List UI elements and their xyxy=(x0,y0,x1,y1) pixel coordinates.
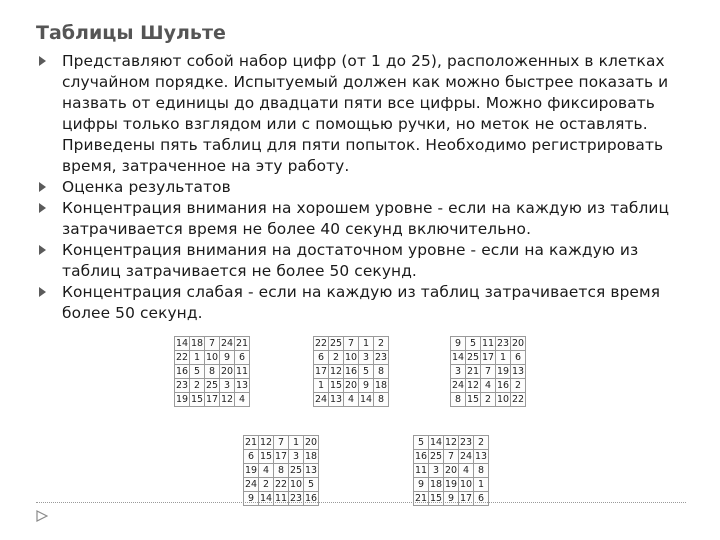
table-cell: 8 xyxy=(274,464,289,478)
table-cell: 15 xyxy=(466,394,480,405)
table-row xyxy=(314,351,389,365)
table-cell: 4 xyxy=(235,393,250,407)
table-cell: 14 xyxy=(429,437,443,448)
table-row xyxy=(244,492,319,506)
table-cell: 5 xyxy=(359,365,374,379)
table-cell: 9 xyxy=(414,478,429,492)
table-row xyxy=(314,337,389,351)
table-cell: 22 xyxy=(314,338,328,349)
table-row xyxy=(314,393,389,407)
table-cell: 6 xyxy=(474,492,489,506)
table-cell: 11 xyxy=(274,493,288,504)
table-cell: 23 xyxy=(175,380,189,391)
table-cell: 5 xyxy=(466,337,481,351)
table-cell: 24 xyxy=(314,394,328,405)
table-cell: 6 xyxy=(511,351,526,365)
table-row xyxy=(244,436,319,450)
bullet-arrow-icon xyxy=(39,287,46,297)
table-cell: 23 xyxy=(496,338,510,349)
table-cell: 14 xyxy=(451,352,465,363)
bullet-item xyxy=(36,177,696,198)
table-cell: 8 xyxy=(451,393,466,407)
bullet-text: Концентрация слабая - если на каждую из таблиц затрачивается время более 50 секунд. xyxy=(62,283,661,322)
table-cell: 24 xyxy=(451,380,465,391)
bullet-item xyxy=(36,240,696,282)
table-cell: 17 xyxy=(481,352,495,363)
bullet-arrow-icon xyxy=(39,182,46,192)
table-cell: 13 xyxy=(511,366,525,377)
table-cell: 4 xyxy=(259,464,274,478)
table-cell: 16 xyxy=(496,380,510,391)
table-cell: 24 xyxy=(220,338,234,349)
table-cell: 19 xyxy=(496,366,510,377)
table-cell: 2 xyxy=(481,393,496,407)
table-cell: 17 xyxy=(459,493,473,504)
slide-corner-icon xyxy=(36,510,48,522)
table-cell: 10 xyxy=(496,394,510,405)
table-cell: 2 xyxy=(329,351,344,365)
table-cell: 10 xyxy=(205,352,219,363)
table-row xyxy=(244,464,319,478)
table-cell: 9 xyxy=(220,351,235,365)
table-cell: 20 xyxy=(220,366,234,377)
table-cell: 15 xyxy=(190,394,204,405)
table-cell: 7 xyxy=(481,365,496,379)
table-row xyxy=(451,351,526,365)
table-cell: 5 xyxy=(190,365,205,379)
bullet-text: Оценка результатов xyxy=(62,178,231,196)
table-cell: 7 xyxy=(344,337,359,351)
table-cell: 16 xyxy=(175,366,189,377)
table-cell: 22 xyxy=(175,352,189,363)
table-row xyxy=(451,393,526,407)
table-cell: 6 xyxy=(244,450,259,464)
table-cell: 25 xyxy=(429,451,443,462)
table-cell: 16 xyxy=(414,451,428,462)
schulte-table-5 xyxy=(413,435,489,506)
table-cell: 12 xyxy=(444,437,458,448)
table-row xyxy=(451,365,526,379)
table-cell: 14 xyxy=(359,394,373,405)
table-cell: 13 xyxy=(304,465,318,476)
table-cell: 5 xyxy=(414,436,429,450)
table-cell: 4 xyxy=(481,379,496,393)
schulte-table-3 xyxy=(450,336,526,407)
table-cell: 20 xyxy=(344,380,358,391)
table-row xyxy=(175,393,250,407)
table-cell: 2 xyxy=(474,436,489,450)
table-cell: 16 xyxy=(304,493,318,504)
table-cell: 3 xyxy=(359,351,374,365)
table-cell: 16 xyxy=(344,366,358,377)
table-cell: 3 xyxy=(451,365,466,379)
table-row xyxy=(414,464,489,478)
table-row xyxy=(175,337,250,351)
table-cell: 9 xyxy=(244,492,259,506)
table-row xyxy=(414,492,489,506)
table-cell: 14 xyxy=(175,338,189,349)
table-row xyxy=(244,450,319,464)
table-cell: 1 xyxy=(289,436,304,450)
table-row xyxy=(314,365,389,379)
bullet-arrow-icon xyxy=(39,245,46,255)
table-cell: 7 xyxy=(274,436,289,450)
table-cell: 12 xyxy=(259,437,273,448)
schulte-table-2 xyxy=(313,336,389,407)
table-cell: 2 xyxy=(374,337,389,351)
table-row xyxy=(175,351,250,365)
table-cell: 12 xyxy=(466,380,480,391)
table-cell: 9 xyxy=(451,337,466,351)
table-cell: 1 xyxy=(359,337,374,351)
table-cell: 20 xyxy=(511,338,525,349)
schulte-table-1 xyxy=(174,336,250,407)
bullet-arrow-icon xyxy=(39,56,46,66)
slide-title: Таблицы Шульте xyxy=(36,22,226,44)
table-cell: 18 xyxy=(190,338,204,349)
table-cell: 13 xyxy=(329,394,343,405)
table-cell: 15 xyxy=(429,493,443,504)
table-row xyxy=(414,478,489,492)
table-cell: 18 xyxy=(304,451,318,462)
table-cell: 19 xyxy=(244,465,258,476)
table-cell: 1 xyxy=(474,478,489,492)
bullet-arrow-icon xyxy=(39,203,46,213)
table-cell: 21 xyxy=(414,493,428,504)
table-cell: 15 xyxy=(329,380,343,391)
table-cell: 20 xyxy=(444,465,458,476)
bullet-item xyxy=(36,198,696,240)
bullet-item xyxy=(36,282,696,324)
table-cell: 8 xyxy=(205,365,220,379)
table-cell: 7 xyxy=(205,337,220,351)
table-row xyxy=(314,379,389,393)
table-cell: 11 xyxy=(414,465,428,476)
table-cell: 4 xyxy=(459,464,474,478)
table-cell: 11 xyxy=(481,338,495,349)
table-cell: 2 xyxy=(511,379,526,393)
table-cell: 10 xyxy=(459,479,473,490)
table-cell: 9 xyxy=(359,379,374,393)
table-cell: 18 xyxy=(374,380,388,391)
table-cell: 23 xyxy=(289,493,303,504)
table-cell: 23 xyxy=(459,437,473,448)
table-cell: 3 xyxy=(289,450,304,464)
table-cell: 25 xyxy=(289,465,303,476)
table-cell: 15 xyxy=(259,451,273,462)
schulte-table-4 xyxy=(243,435,319,506)
table-cell: 24 xyxy=(244,479,258,490)
bullet-list xyxy=(36,51,696,324)
table-cell: 6 xyxy=(235,351,250,365)
table-cell: 8 xyxy=(374,365,389,379)
table-row xyxy=(451,337,526,351)
table-cell: 17 xyxy=(205,394,219,405)
table-cell: 2 xyxy=(190,379,205,393)
table-cell: 2 xyxy=(259,478,274,492)
table-row xyxy=(414,436,489,450)
table-cell: 22 xyxy=(274,479,288,490)
table-cell: 25 xyxy=(329,338,343,349)
footer-divider xyxy=(36,502,686,503)
table-cell: 11 xyxy=(235,366,249,377)
table-row xyxy=(175,365,250,379)
bullet-text: Представляют собой набор цифр (от 1 до 25), расположенных в клетках случайном порядке. Испытуемый должен как можно быстрее показать и назвать от единицы до двадцати пяти все цифры. Можно фиксировать цифры только взглядом или с помощью ручки, но меток не оставлять. Приведены пять таблиц для пяти попыток. Необходимо регистрировать время, затраченное на эту работу. xyxy=(62,52,669,175)
table-cell: 6 xyxy=(314,351,329,365)
table-cell: 10 xyxy=(344,352,358,363)
table-cell: 5 xyxy=(304,478,319,492)
table-cell: 3 xyxy=(220,379,235,393)
table-cell: 8 xyxy=(474,464,489,478)
table-cell: 17 xyxy=(274,451,288,462)
table-cell: 23 xyxy=(374,352,388,363)
table-cell: 1 xyxy=(314,379,329,393)
table-cell: 12 xyxy=(329,366,343,377)
table-cell: 13 xyxy=(474,451,488,462)
table-row xyxy=(451,379,526,393)
table-row xyxy=(244,478,319,492)
bullet-text: Концентрация внимания на достаточном уровне - если на каждую из таблиц затрачивается не более 50 секунд. xyxy=(62,241,639,280)
table-cell: 14 xyxy=(259,493,273,504)
table-cell: 10 xyxy=(289,479,303,490)
table-cell: 18 xyxy=(429,479,443,490)
table-cell: 22 xyxy=(511,394,525,405)
table-cell: 1 xyxy=(496,351,511,365)
table-cell: 25 xyxy=(466,352,480,363)
table-cell: 7 xyxy=(444,450,459,464)
table-cell: 19 xyxy=(444,479,458,490)
table-cell: 25 xyxy=(205,380,219,391)
table-row xyxy=(175,379,250,393)
table-cell: 4 xyxy=(344,393,359,407)
table-cell: 21 xyxy=(244,437,258,448)
table-cell: 1 xyxy=(190,351,205,365)
table-cell: 24 xyxy=(459,451,473,462)
bullet-item xyxy=(36,51,696,177)
bullet-text: Концентрация внимания на хорошем уровне - если на каждую из таблиц затрачивается время не более 40 секунд включительно. xyxy=(62,199,670,238)
table-cell: 12 xyxy=(220,394,234,405)
table-cell: 21 xyxy=(466,366,480,377)
table-cell: 20 xyxy=(304,437,318,448)
table-cell: 21 xyxy=(235,338,249,349)
table-cell: 17 xyxy=(314,366,328,377)
table-cell: 13 xyxy=(235,380,249,391)
table-cell: 8 xyxy=(374,393,389,407)
table-cell: 9 xyxy=(444,492,459,506)
table-row xyxy=(414,450,489,464)
table-cell: 19 xyxy=(175,394,189,405)
table-cell: 3 xyxy=(429,464,444,478)
